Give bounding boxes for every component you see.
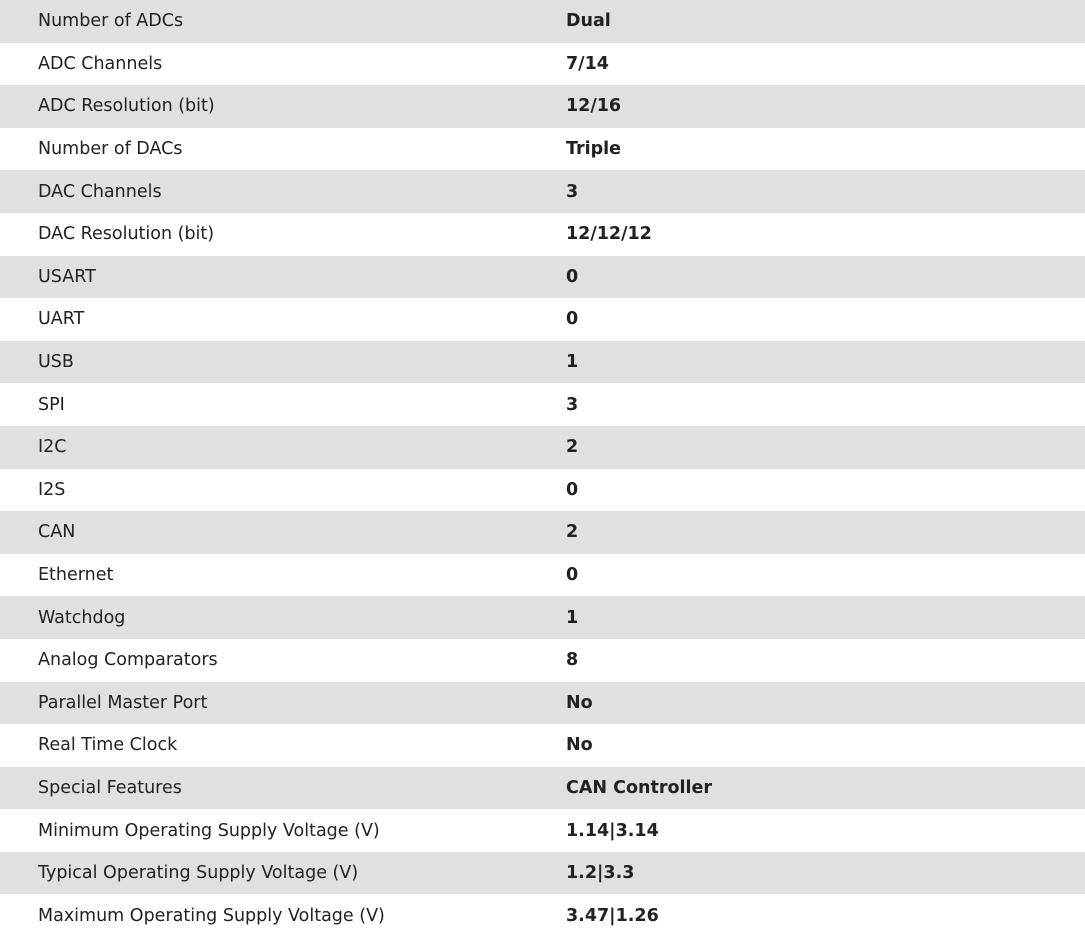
spec-value: 8	[566, 650, 579, 671]
spec-label: ADC Resolution (bit)	[38, 96, 215, 117]
spec-value: No	[566, 692, 593, 713]
spec-row	[0, 682, 1085, 725]
spec-row	[0, 170, 1085, 213]
spec-value: 12/12/12	[566, 224, 652, 245]
spec-label: I2S	[38, 479, 66, 500]
spec-label: Number of ADCs	[38, 11, 184, 32]
spec-row	[0, 341, 1085, 384]
spec-row	[0, 85, 1085, 128]
spec-row	[0, 554, 1085, 597]
spec-value: 12/16	[566, 96, 622, 117]
spec-row	[0, 852, 1085, 895]
spec-value: 7/14	[566, 53, 609, 74]
spec-row	[0, 724, 1085, 767]
spec-row	[0, 596, 1085, 639]
spec-row	[0, 0, 1085, 43]
spec-row	[0, 767, 1085, 810]
spec-row	[0, 639, 1085, 682]
spec-label: USB	[38, 352, 74, 373]
spec-label: ADC Channels	[38, 53, 163, 74]
spec-label: Number of DACs	[38, 139, 183, 160]
spec-value: 1	[566, 607, 579, 628]
spec-label: Minimum Operating Supply Voltage (V)	[38, 820, 380, 841]
spec-value: 1.2|3.3	[566, 863, 635, 884]
spec-label: DAC Resolution (bit)	[38, 224, 215, 245]
spec-value: CAN Controller	[566, 777, 712, 798]
spec-label: CAN	[38, 522, 76, 543]
spec-value: 0	[566, 565, 579, 586]
spec-label: UART	[38, 309, 85, 330]
spec-label: Watchdog	[38, 607, 126, 628]
spec-value: 3	[566, 181, 579, 202]
spec-value: 0	[566, 309, 579, 330]
spec-row	[0, 426, 1085, 469]
spec-label: Special Features	[38, 777, 182, 798]
spec-value: 2	[566, 437, 579, 458]
spec-label: Real Time Clock	[38, 735, 178, 756]
spec-row	[0, 809, 1085, 852]
spec-row	[0, 43, 1085, 86]
spec-value: 3.47|1.26	[566, 905, 659, 926]
spec-value: Triple	[566, 139, 622, 160]
spec-value: 0	[566, 266, 579, 287]
spec-label: I2C	[38, 437, 67, 458]
spec-label: Analog Comparators	[38, 650, 218, 671]
spec-value: 3	[566, 394, 579, 415]
spec-label: Typical Operating Supply Voltage (V)	[38, 863, 359, 884]
spec-row	[0, 128, 1085, 171]
spec-label: USART	[38, 266, 96, 287]
spec-row	[0, 298, 1085, 341]
spec-row	[0, 894, 1085, 937]
spec-value: 1	[566, 352, 579, 373]
spec-row	[0, 383, 1085, 426]
spec-row	[0, 469, 1085, 512]
spec-label: DAC Channels	[38, 181, 162, 202]
spec-row	[0, 511, 1085, 554]
spec-label: SPI	[38, 394, 65, 415]
spec-value: 0	[566, 479, 579, 500]
spec-row	[0, 256, 1085, 299]
spec-value: 1.14|3.14	[566, 820, 659, 841]
spec-label: Ethernet	[38, 565, 114, 586]
spec-row	[0, 213, 1085, 256]
spec-value: 2	[566, 522, 579, 543]
spec-value: No	[566, 735, 593, 756]
spec-value: Dual	[566, 11, 611, 32]
spec-label: Maximum Operating Supply Voltage (V)	[38, 905, 385, 926]
spec-label: Parallel Master Port	[38, 692, 208, 713]
